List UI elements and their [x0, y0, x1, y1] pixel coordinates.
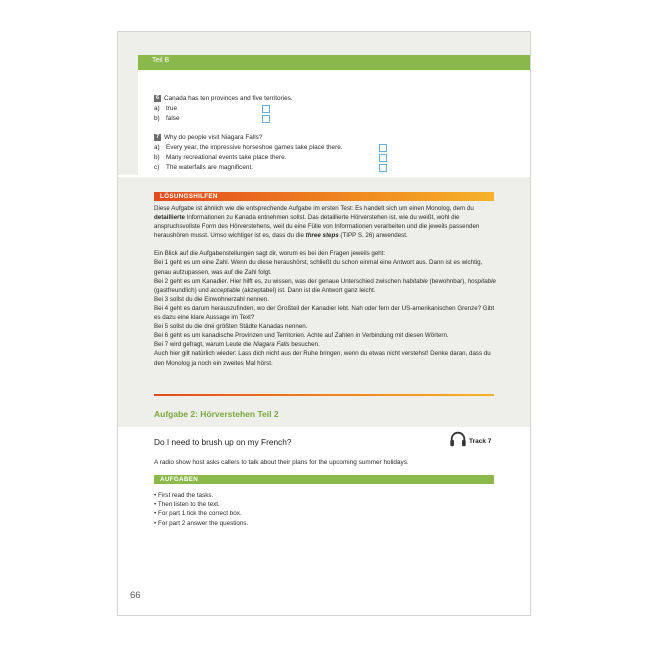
headphones-icon[interactable]	[449, 430, 467, 448]
checkbox-7c[interactable]	[379, 164, 387, 172]
option-7b: b) Many recreational events take place there.	[154, 154, 287, 161]
hints-divider	[154, 394, 494, 396]
section-header	[138, 55, 530, 70]
checkbox-7b[interactable]	[379, 154, 387, 162]
hints-paragraph: Ein Blick auf die Aufgabenstellungen sagt dir, worum es bei den Fragen jeweils geht:	[154, 250, 386, 258]
left-margin	[118, 55, 138, 175]
hint-line-3: Bei 3 sollst du die Einwohnerzahl nennen.	[154, 295, 269, 303]
book-page	[117, 31, 531, 616]
option-6a: a) true	[154, 105, 178, 112]
hint-line-4: Bei 4 geht es darum herauszufinden, wo der Großteil der Kanadier lebt. Nah oder fern der US-amerikanischen Grenze? Gibt es dazu eine klare Aussage im Text?	[154, 304, 495, 322]
hints-heading-bar	[154, 192, 494, 201]
checkbox-6a[interactable]	[262, 105, 270, 113]
tasks-heading-bar	[154, 475, 494, 484]
question-6	[154, 94, 293, 104]
question-text: Canada has ten provinces and five territories.	[164, 95, 293, 102]
track-label: Track 7	[469, 438, 492, 445]
top-band	[118, 32, 530, 55]
tasks-list	[154, 491, 248, 528]
checkbox-6b[interactable]	[262, 115, 270, 123]
question-text: Why do people visit Niagara Falls?	[164, 134, 263, 141]
hint-line-6: Bei 6 geht es um kanadische Provinzen und Territorien. Achte auf Zahlen in Verbindung mit diesen Wörtern.	[154, 332, 449, 340]
hint-line-8: Auch hier gilt natürlich wieder: Lass dich nicht aus der Ruhe bringen, wenn du etwas nicht verstehst! Denke daran, dass du den Monolog ja noch ein zweites Mal hörst.	[154, 350, 491, 367]
exercise-intro: A radio show host asks callers to talk about their plans for the upcoming summer holidays.	[154, 459, 409, 466]
task-item: • For part 1 tick the correct box.	[154, 510, 242, 518]
hints-heading: LÖSUNGSHILFEN	[160, 193, 218, 200]
question-7	[154, 133, 262, 143]
question-number: 7	[155, 133, 160, 140]
page-number: 66	[130, 590, 141, 601]
checkbox-7a[interactable]	[379, 144, 387, 152]
hint-line-7: Bei 7 wird gefragt, warum Leute die Niagara Falls besuchen.	[154, 341, 320, 349]
task-item: • For part 2 answer the questions.	[154, 519, 249, 527]
tasks-heading: AUFGABEN	[160, 476, 199, 483]
option-6b: b) false	[154, 115, 180, 122]
option-7c: c) The waterfalls are magnificent.	[154, 164, 254, 171]
dialog-title: Do I need to brush up on my French?	[154, 437, 292, 447]
hints-paragraph: Diese Aufgabe ist ähnlich wie die entsprechende Aufgabe im ersten Test: Es handelt sich um einen Monolog, dem du detaillierte Informationen zu Kanada entnehmen sollst. Das detaillierte Hörverstehen ist, wie du weißt, wohl die anspruchsvollste Form des Hörverstehens, weil du eine Fülle von Informationen verarbeiten und die jeweils passenden heraushören musst. Umso wichtiger ist es, dass du die three steps (TIPP S. 26) anwendest.	[154, 205, 480, 240]
hint-line-5: Bei 5 sollst du die drei größten Städte Kanadas nennen.	[154, 323, 308, 331]
section-label: Teil B	[152, 57, 170, 64]
question-number: 6	[155, 94, 160, 101]
task-item: • First read the tasks.	[154, 492, 214, 499]
option-7a: a) Every year, the impressive horseshoe games take place there.	[154, 144, 343, 151]
hint-line-1: Bei 1 geht es um eine Zahl. Wenn du diese heraushörst, schließt du schon einmal eine Antwort aus. Dann ist es wichtig, genau aufzupassen, was auf die Zahl folgt.	[154, 259, 483, 276]
task-item: • Then listen to the text.	[154, 501, 220, 509]
hints-text	[154, 204, 496, 368]
exercise-title: Aufgabe 2: Hörverstehen Teil 2	[154, 409, 279, 419]
hint-line-2: Bei 2 geht es um Kanadier. Hier hilft es, zu wissen, was der genaue Unterschied zwischen habitable (bewohnbar), hospitable (gastfreundlich) und acceptable (akzeptabel) ist. Dann ist die Antwort ganz leicht.	[154, 277, 496, 294]
